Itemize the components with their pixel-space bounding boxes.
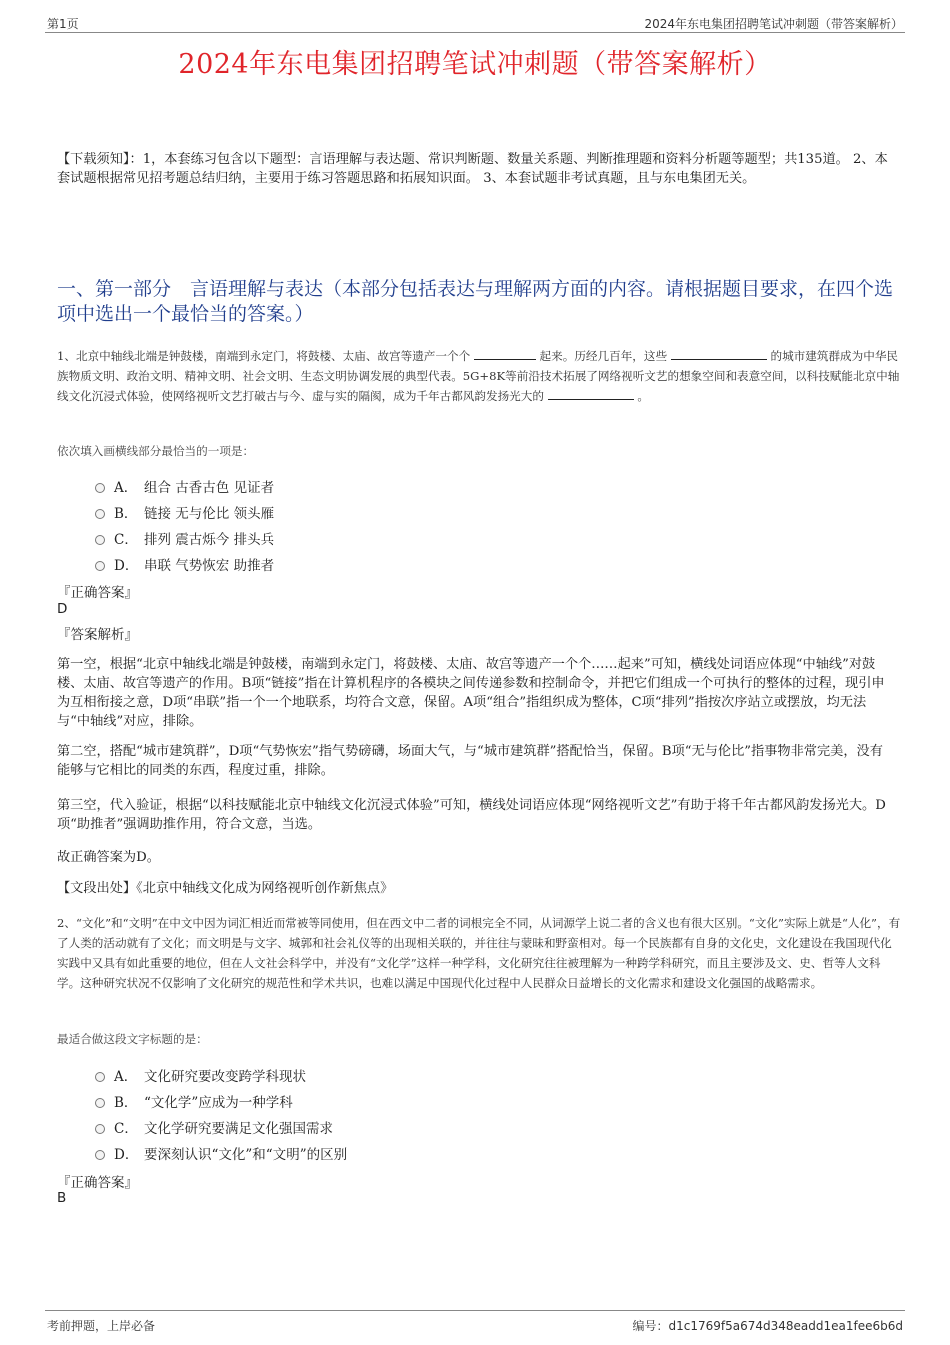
analysis-paragraph-2: 第二空，搭配“城市建筑群”，D项“气势恢宏”指气势磅礴，场面大气，与“城市建筑群”搭配恰当，保留。B项“无与伦比”指事物非常完美，没有能够与它相比的同类的东西，程度过重，排除。 bbox=[57, 744, 883, 778]
page-header bbox=[45, 12, 905, 33]
footer-slogan: 考前押题，上岸必备 bbox=[47, 1319, 156, 1333]
blank-3 bbox=[548, 387, 634, 400]
option-letter: D． bbox=[114, 1147, 139, 1163]
question-1-text bbox=[57, 346, 902, 406]
page-number: 第1页 bbox=[47, 17, 79, 31]
option-letter: B． bbox=[114, 506, 138, 522]
option-text: 文化研究要改变跨学科现状 bbox=[144, 1069, 306, 1085]
section-heading: 一、第一部分 言语理解与表达（本部分包括表达与理解两方面的内容。请根据题目要求，在四个选项中选出一个最恰当的答案。） bbox=[57, 278, 894, 325]
question-2-options bbox=[95, 1062, 347, 1166]
radio-icon[interactable] bbox=[95, 483, 105, 493]
option-letter: B． bbox=[114, 1095, 138, 1111]
option-d[interactable] bbox=[95, 551, 274, 577]
option-a[interactable] bbox=[95, 473, 274, 499]
analysis-label: 『答案解析』 bbox=[57, 627, 138, 643]
option-letter: C． bbox=[114, 532, 138, 548]
radio-icon[interactable] bbox=[95, 561, 105, 571]
radio-icon[interactable] bbox=[95, 1072, 105, 1082]
option-letter: A． bbox=[114, 480, 138, 496]
page-footer bbox=[45, 1310, 905, 1336]
radio-icon[interactable] bbox=[95, 1124, 105, 1134]
radio-icon[interactable] bbox=[95, 535, 105, 545]
blank-1 bbox=[474, 347, 536, 360]
question-1-options bbox=[95, 473, 274, 577]
option-text: 链接 无与伦比 领头雁 bbox=[144, 506, 275, 522]
blank-2 bbox=[671, 347, 767, 360]
header-doc-title: 2024年东电集团招聘笔试冲刺题（带答案解析） bbox=[644, 17, 903, 31]
source-citation: 【文段出处】《北京中轴线文化成为网络视听创作新焦点》 bbox=[57, 881, 394, 896]
radio-icon[interactable] bbox=[95, 509, 105, 519]
document-code bbox=[632, 1317, 903, 1334]
code-label: 编号： bbox=[632, 1319, 669, 1333]
option-c[interactable] bbox=[95, 1114, 347, 1140]
analysis-conclusion: 故正确答案为D。 bbox=[57, 850, 160, 865]
download-notice: 【下载须知】：1，本套练习包含以下题型：言语理解与表达题、常识判断题、数量关系题、判断推理题和资料分析题等题型；共135道。 2、本套试题根据常见招考题总结归纳，主要用于练习答题思路和拓展知识面。 3、本套试题非考试真题，且与东电集团无关。 bbox=[57, 152, 888, 186]
option-b[interactable] bbox=[95, 499, 274, 525]
option-b[interactable] bbox=[95, 1088, 347, 1114]
option-text: 组合 古香古色 见证者 bbox=[144, 480, 275, 496]
option-d[interactable] bbox=[95, 1140, 347, 1166]
option-a[interactable] bbox=[95, 1062, 347, 1088]
radio-icon[interactable] bbox=[95, 1098, 105, 1108]
option-letter: A． bbox=[114, 1069, 138, 1085]
option-c[interactable] bbox=[95, 525, 274, 551]
answer-label: 『正确答案』 bbox=[57, 585, 138, 601]
analysis-paragraph-3: 第三空，代入验证，根据“以科技赋能北京中轴线文化沉浸式体验”可知，横线处词语应体现“网络视听文艺”有助于将千年古都风韵发扬光大。D项“助推者”强调助推作用，符合文意，当选。 bbox=[57, 798, 886, 832]
analysis-paragraph-1: 第一空，根据“北京中轴线北端是钟鼓楼，南端到永定门，将鼓楼、太庙、故宫等遗产一个个……起来”可知，横线处词语应体现“中轴线”对鼓楼、太庙、故宫等遗产的作用。B项“链接”指在计算机程序的各模块之间传递参数和控制命令，并把它们组成一个可执行的整体的过程，现引申为互相衔接之意，D项“串联”指一个一个地联系，均符合文意，保留。A项“组合”指组织成为整体，C项“排列”指按次序站立或摆放，均无法与“中轴线”对应，排除。 bbox=[57, 657, 885, 729]
answer-value: B bbox=[57, 1190, 67, 1206]
answer-value: D bbox=[57, 601, 68, 617]
question-1-text-part: 的城市建筑群成为中华民族物质文明、政治文明、精神文明、社会文明、生态文明协调发展的典型代表。5G+8K等前沿技术拓展了网络视听文艺的想象空间和表意空间，以科技赋能北京中轴线文化沉浸式体验，使网络视听文艺打破古与今、虚与实的隔阂，成为千年古都风韵发扬光大的 bbox=[57, 349, 900, 403]
option-text: “文化学”应成为一种学科 bbox=[144, 1095, 293, 1111]
code-value: d1c1769f5a674d348eadd1ea1fee6b6d bbox=[668, 1319, 903, 1333]
question-1-text-part: 。 bbox=[637, 389, 649, 403]
question-2-prompt: 最适合做这段文字标题的是： bbox=[57, 1032, 208, 1046]
option-text: 文化学研究要满足文化强国需求 bbox=[144, 1121, 333, 1137]
option-letter: D． bbox=[114, 558, 139, 574]
question-1-prompt: 依次填入画横线部分最恰当的一项是： bbox=[57, 444, 255, 458]
document-title: 2024年东电集团招聘笔试冲刺题（带答案解析） bbox=[178, 49, 772, 80]
option-letter: C． bbox=[114, 1121, 138, 1137]
option-text: 排列 震古烁今 排头兵 bbox=[144, 532, 275, 548]
option-text: 要深刻认识“文化”和“文明”的区别 bbox=[144, 1147, 348, 1163]
option-text: 串联 气势恢宏 助推者 bbox=[144, 558, 275, 574]
radio-icon[interactable] bbox=[95, 1150, 105, 1160]
question-2-text: 2、“文化”和“文明”在中文中因为词汇相近而常被等同使用，但在西文中二者的词根完全不同，从词源学上说二者的含义也有很大区别。“文化”实际上就是“人化”，有了人类的活动就有了文化；而文明是与文字、城郭和社会礼仪等的出现相关联的，并往往与蒙昧和野蛮相对。每一个民族都有自身的文化史，文化建设在我国现代化实践中又具有如此重要的地位，但在人文社会科学中，并没有“文化学”这样一种学科，文化研究往往被理解为一种跨学科研究，而且主要涉及文、史、哲等人文科学。这种研究状况不仅影响了文化研究的规范性和学术共识，也难以满足中国现代化过程中人民群众日益增长的文化需求和建设文化强国的战略需求。 bbox=[57, 916, 901, 990]
question-1-text-part: 1、北京中轴线北端是钟鼓楼，南端到永定门，将鼓楼、太庙、故宫等遗产一个个 bbox=[57, 349, 471, 363]
answer-label: 『正确答案』 bbox=[57, 1175, 138, 1191]
question-1-text-part: 起来。历经几百年，这些 bbox=[539, 349, 668, 363]
